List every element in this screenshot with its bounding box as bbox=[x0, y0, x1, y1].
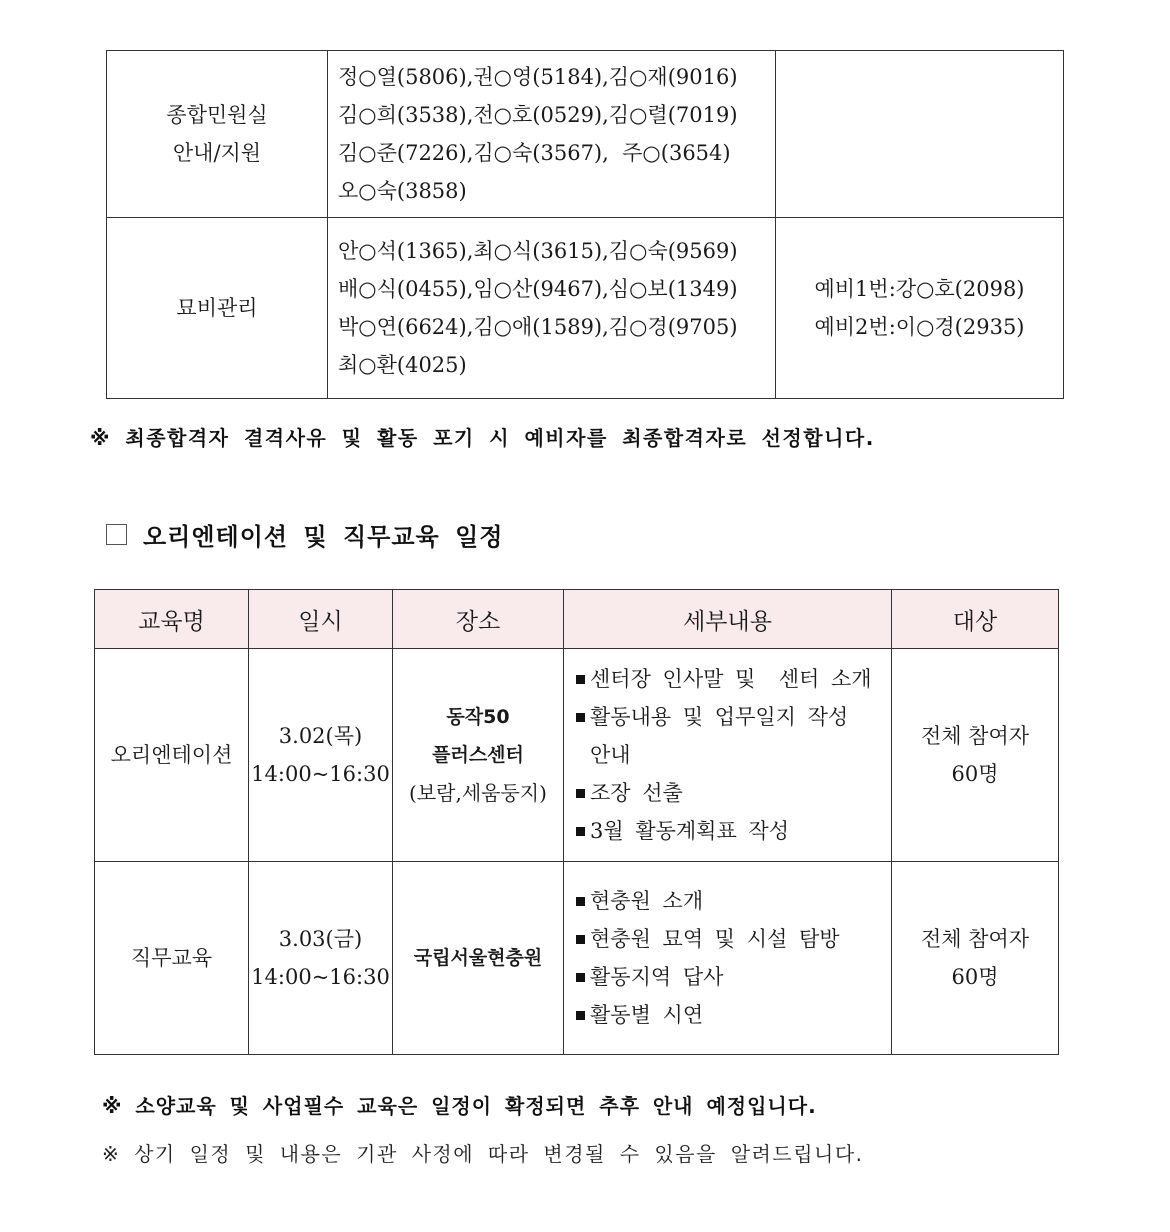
time: 14:00~16:30 bbox=[251, 965, 390, 989]
square-bullet-icon bbox=[576, 1011, 585, 1020]
target-cell bbox=[892, 862, 1059, 1055]
place-cell bbox=[393, 862, 564, 1055]
square-bullet-icon bbox=[576, 973, 585, 982]
selection-result-table bbox=[106, 50, 1064, 399]
detail-item: 조장 선출 bbox=[576, 774, 891, 812]
datetime-cell bbox=[249, 862, 393, 1055]
date: 3.03(금) bbox=[278, 927, 363, 951]
header-cell: 세부내용 bbox=[564, 590, 892, 649]
education-name: 직무교육 bbox=[95, 862, 249, 1055]
category-cell bbox=[107, 218, 328, 399]
detail-item: 현충원 소개 bbox=[576, 882, 891, 920]
table-row bbox=[95, 649, 1059, 862]
education-note: ※ 소양교육 및 사업필수 교육은 일정이 확정되면 추후 안내 예정입니다. bbox=[102, 1094, 817, 1118]
names-cell bbox=[328, 218, 776, 399]
reserve-cell bbox=[776, 218, 1064, 399]
names-line: 배○식(0455),임○산(9467),심○보(1349) bbox=[338, 277, 738, 301]
names-line: 김○희(3538),전○호(0529),김○렬(7019) bbox=[338, 103, 738, 127]
reserve-line: 예비1번:강○호(2098) bbox=[814, 277, 1025, 301]
checkbox-square-icon bbox=[106, 524, 127, 545]
date: 3.02(목) bbox=[278, 724, 363, 748]
table-row bbox=[107, 218, 1064, 399]
detail-item: 현충원 묘역 및 시설 탐방 bbox=[576, 920, 891, 958]
category-cell bbox=[107, 51, 328, 218]
target-cell bbox=[892, 649, 1059, 862]
names-cell bbox=[328, 51, 776, 218]
square-bullet-icon bbox=[576, 675, 585, 684]
reserve-cell bbox=[776, 51, 1064, 218]
place-line: 플러스센터 bbox=[432, 744, 524, 766]
change-note: ※ 상기 일정 및 내용은 기관 사정에 따라 변경될 수 있음을 알려드립니다. bbox=[102, 1142, 864, 1166]
detail-item: 3월 활동계획표 작성 bbox=[576, 812, 891, 850]
table-row bbox=[95, 862, 1059, 1055]
category-label: 안내/지원 bbox=[172, 141, 262, 165]
square-bullet-icon bbox=[576, 713, 585, 722]
detail-item: 활동별 시연 bbox=[576, 996, 891, 1034]
place-cell bbox=[393, 649, 564, 862]
names-line: 정○열(5806),권○영(5184),김○재(9016) bbox=[338, 65, 738, 89]
square-bullet-icon bbox=[576, 935, 585, 944]
schedule-table bbox=[94, 589, 1059, 1055]
place-sub: (보람,세움둥지) bbox=[409, 781, 547, 805]
reserve-line: 예비2번:이○경(2935) bbox=[814, 315, 1025, 339]
category-label: 묘비관리 bbox=[176, 296, 258, 320]
square-bullet-icon bbox=[576, 789, 585, 798]
category-label: 종합민원실 bbox=[166, 103, 268, 127]
reserve-note: ※ 최종합격자 결격사유 및 활동 포기 시 예비자를 최종합격자로 선정합니다. bbox=[90, 426, 875, 450]
detail-item: 활동지역 답사 bbox=[576, 958, 891, 996]
education-name: 오리엔테이션 bbox=[95, 649, 249, 862]
table-header-row bbox=[95, 590, 1059, 649]
header-cell: 장소 bbox=[393, 590, 564, 649]
place-line: 동작50 bbox=[446, 706, 510, 728]
time: 14:00~16:30 bbox=[251, 762, 390, 786]
section-title-text: 오리엔테이션 및 직무교육 일정 bbox=[143, 523, 504, 551]
detail-item: 활동내용 및 업무일지 작성 안내 bbox=[576, 698, 891, 774]
place-line: 국립서울현충원 bbox=[413, 947, 543, 969]
table-row bbox=[107, 51, 1064, 218]
header-cell: 일시 bbox=[249, 590, 393, 649]
square-bullet-icon bbox=[576, 897, 585, 906]
section-heading bbox=[106, 517, 503, 552]
names-line: 안○석(1365),최○식(3615),김○숙(9569) bbox=[338, 239, 738, 263]
details-cell bbox=[564, 649, 892, 862]
header-cell: 교육명 bbox=[95, 590, 249, 649]
square-bullet-icon bbox=[576, 827, 585, 836]
names-line: 박○연(6624),김○애(1589),김○경(9705) bbox=[338, 315, 738, 339]
names-line: 오○숙(3858) bbox=[338, 179, 467, 203]
target-line: 전체 참여자 bbox=[920, 724, 1030, 748]
target-line: 60명 bbox=[951, 762, 999, 786]
names-line: 최○환(4025) bbox=[338, 353, 467, 377]
names-line: 김○준(7226),김○숙(3567), 주○(3654) bbox=[338, 141, 731, 165]
detail-item: 센터장 인사말 및 센터 소개 bbox=[576, 660, 891, 698]
header-cell: 대상 bbox=[892, 590, 1059, 649]
target-line: 전체 참여자 bbox=[920, 927, 1030, 951]
datetime-cell bbox=[249, 649, 393, 862]
details-cell bbox=[564, 862, 892, 1055]
target-line: 60명 bbox=[951, 965, 999, 989]
